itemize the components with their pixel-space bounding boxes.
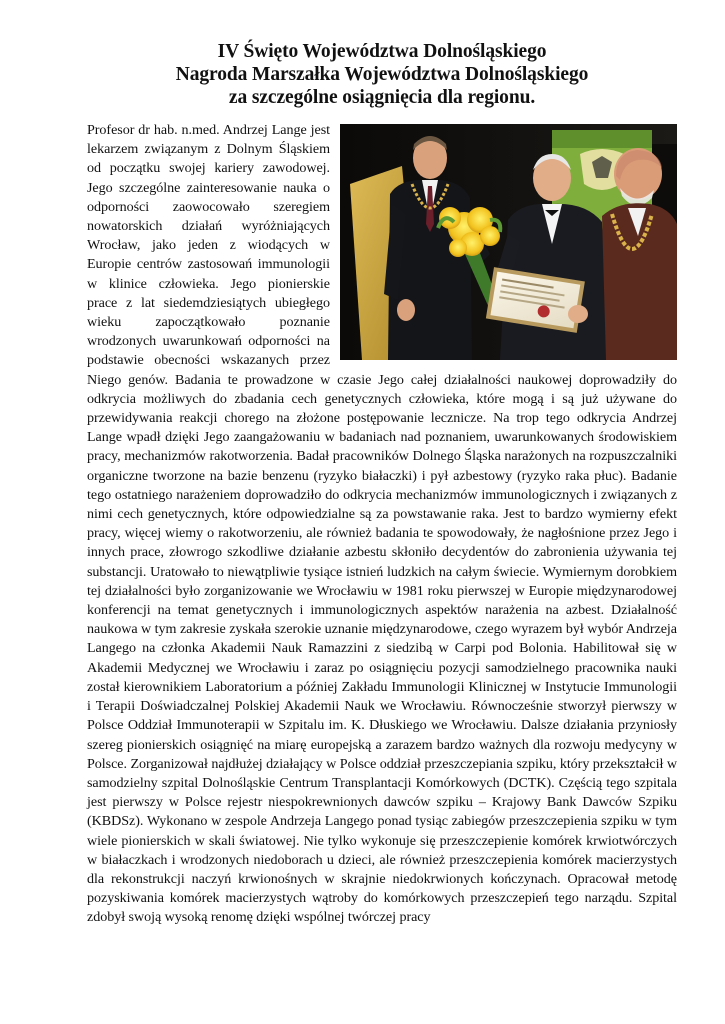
title-line-3: za szczególne osiągnięcia dla regionu. — [228, 87, 536, 108]
award-ceremony-photo-icon — [340, 124, 677, 360]
title-line-1: IV Święto Województwa Dolnośląskiego — [217, 41, 547, 62]
article-body: Profesor dr hab. n.med. Andrzej Lange jest lekarzem związanym z Dolnym Śląskiem od początku swojej kariery zawodowej. Jego szczególne zainteresowanie nauka o odporności zaowocowało szeregiem nowatorskich działań wyróżniających Wrocław, jako jeden z wiodących w Europie centrów zastosowań immunologii w klinice człowieka. Jego pionierskie prace z lat siedemdziesiątych ubiegłego wieku zapoczątkowało poznanie wrodzonych uwarunkowań odporności na podstawie obecności wskazanych przez Niego genów. Badania te prowadzone w czasie Jego całej działalności naukowej doprowadziły do odkrycia możliwych do zbadania cech genetycznych człowieka, które mogą i są już używane do przewidywania reakcji chorego na złożone postępowanie lecznicze. Na trop tego odkrycia Andrzej Lange wpadł dzięki Jego zaangażowaniu w badaniach nad poznaniem, uwarunkowanych środowiskiem pracy, mechanizmów rakotworzenia. Badał pracowników Dolnego Śląska narażonych na rozpuszczalniki organiczne tworzone na bazie benzenu (ryzyko białaczki) i pył azbestowy (ryzyko raka płuc). Badanie tego ostatniego narażeniem doprowadziło do odkrycia mechanizmów immunologicznych i związanych z nimi cech genetycznych, które odpowiedzialne są za powstawanie raka. Jest to bardzo wymierny efekt pracy, więcej wiemy o rakotworzeniu, ale również badania te spowodowały, że nagłośnione przez Jego i innych prace, złowrogo szkodliwe działanie azbestu skłoniło decydentów do zabronienia używania tej substancji. Uratowało to niewątpliwie tysiące istnień ludzkich na całym świecie. Wymiernym dorobkiem tej działalności było zorganizowanie we Wrocławiu w 1981 roku pierwszej w Europie międzynarodowej konferencji na temat genetycznych i immunologicznych aspektów narażenia na azbest. Działalność naukowa w tym zakresie zyskała szerokie uznanie międzynarodowe, czego wyrazem był wybór Andrzeja Langego na członka Akademii Nauk Ramazzini z siedzibą w Carpi pod Bolonia. Habilitował się w Akademii Medycznej we Wrocławiu i zaraz po osiągnięciu pozycji samodzielnego pracownika nauki został kierownikiem Laboratorium a później Zakładu Immunologii Klinicznej w Instytucie Immunologii i Terapii Doświadczalnej Polskiej Akademii Nauk we Wrocławiu. Równocześnie stworzył pierwszy w Polsce Oddział Immunoterapii w Szpitalu im. K. Dłuskiego we Wrocławiu. Dalsze działania przyniosły szereg pionierskich osiągnięć na miarę europejską a zarazem bardzo ważnych dla rozwoju medycyny w Polsce. Zorganizował najdłużej działający w Polsce oddział przeszczepiania szpiku, który przekształcił w samodzielny szpital Dolnośląskie Centrum Transplantacji Komórkowych (DCTK). Częścią tego szpitala jest pierwszy w Polsce rejestr niespokrewnionych dawców szpiku – Krajowy Bank Dawców Szpiku (KBDSz). Wykonano w zespole Andrzeja Langego ponad tysiąc zabiegów przeszczepienia szpiku w tym wiele pionierskich w skali światowej. Nie tylko wykonuje się przeszczepienie komórek krwiotwórczych w białaczkach i wrodzonych niedoborach u dzieci, ale również przeszczepienia komórek macierzystych dla rekonstrukcji naczyń krwionośnych w skrajnie niedokrwionych kończynach. Opracował metodę pozyskiwania komórek macierzystych wątroby do komórkowych przeszczepień tego narządu. Szpital zdobył swoją wysoką renomę dzięki wspólnej twórczej pracy — [87, 122, 677, 926]
page-title — [87, 40, 677, 109]
document-page — [87, 40, 677, 928]
award-ceremony-photo — [340, 124, 677, 360]
title-line-2: Nagroda Marszałka Województwa Dolnośląskiego — [175, 64, 589, 85]
